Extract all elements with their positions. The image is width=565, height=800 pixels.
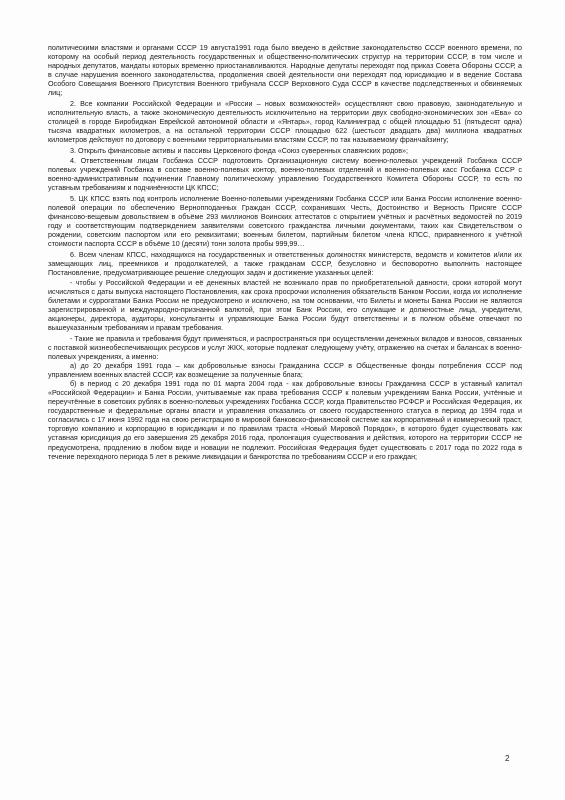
page-number: 2 bbox=[505, 754, 510, 763]
document-body bbox=[48, 44, 522, 462]
paragraph-subitem-b: б) в период с 20 декабря 1991 года по 01 марта 2004 года - как добровольные взносы Гражданина СССР в уставный капитал «Российской Федерации» и Банка России, учитываемые как права требования СССР к полевым учреждениям Банка России, учтённые и переучтённые в советских рублях в военно-полевых учреждениях Госбанка СССР, когда Правительство РСФСР и Российская Федерация, их государственные и федеральные органы власти и управления отказались от своего государственного статуса в период до 1994 года и согласились с 17 июня 1992 года на свою регистрацию в мировой банковско-финансовой системе как корпоративный и коммерческий траст, торговую компанию и корпорацию в юрисдикции и по правилам траста «Новый Мировой Порядок», в которого будет существовать как уставная юрисдикция до его завершения 25 декабря 2016 года, пролонгация существования и действия, которого на территории СССР не предусмотрена, продлению в любом виде и новации не подлежит. Российская Федерация будет существовать с 2017 года по 2022 года в течение переходного периода 5 лет в режиме ликвидации и банкротства по требованиям СССР и его граждан; bbox=[48, 380, 522, 461]
paragraph-item-4: 4. Ответственным лицам Госбанка СССР подготовить Организационную систему военно-полевых учреждений Госбанка СССР полевых учреждений Госбанка в составе военно-полевых контор, военно-полевых отделений и военно-полевых касс Госбанка СССР с военно-административным подчинении Главному политическому управлению Государственного Комитета Обороны СССР, то есть по уставным требованиям и подчинённости ЦК КПСС; bbox=[48, 157, 522, 193]
paragraph-condition-1: - чтобы у Российской Федерации и её денежных властей не возникало прав по приобретательной давности, сроки которой могут исчисляться с даты выпуска настоящего Постановления, как срока просрочки исполнения обязательств Банком России, когда их исполнение билетами и суррогатами Банка России не предусмотрено и исключено, на том основании, что Билеты и монеты Банка России не являются зарегистрированной и международно-признанной валютой, при этом Банк России, его служащие и должностные лица, учредители, акционеры, директора, аудиторы, консультанты и управляющие Банка России будут ответственны и в полном объёме отвечают по вышеуказанным требованиям и правам требования. bbox=[48, 279, 522, 333]
paragraph-item-6: 6. Всем членам КПСС, находящихся на государственных и ответственных должностях министерств, ведомств и комитетов и/или их замещающих лиц, преемников и продолжателей, а также гражданам СССР, безусловно и бесповоротно выполнить настоящее Постановление, предусматривающее решение следующих задач и достижение указанных целей: bbox=[48, 250, 522, 277]
paragraph-item-2: 2. Все компании Российской Федерации и «России – новых возможностей» осуществляют свою правовую, законодательную и исполнительную власть, а также экономическую деятельность исключительно на территории двух свободно-экономических зон «Ева» со столицей в городе Биробиджан Еврейской автономной области и «Янтарь», город Калининград с общей площадью 51 (пятьдесят одна) тысяча квадратных километров, а на остальной территории СССР площадью 622 (шестьсот двадцать два) миллиона квадратных километров действуют по договору с военными территориальными властями СССР, по так называемому франчайзингу; bbox=[48, 99, 522, 144]
paragraph-item-5: 5. ЦК КПСС взять под контроль исполнение Военно-полевыми учреждениями Госбанка СССР или Банка России исполнение военно-полевой операции по обеспечению Вернопподанных Граждан СССР, сохранивших Честь, Достоинство и Верность Присяге СССР финансово-вещевым довольствием в объёме 293 миллионов Воинских аттестатов с открытием учётных и расчётных ведомостей по 2019 году и соответствующим подтверждением заявителями советского гражданства личными документами, таких как Свидетельством о рождении, советским паспортом или его реквизитами; военным билетом, партийным билетом члена КПСС, приравненного к учётной стоимости паспорта СССР в объёме 10 (десяти) тонн золота пробы 999,99… bbox=[48, 194, 522, 248]
paragraph-item-3: 3. Открыть финансовые активы и пассивы Церковного фонда «Союз суверенных славянских родов»; bbox=[70, 146, 409, 155]
paragraph-intro: политическими властями и органами СССР 19 августа1991 года было введено в действие законодательство СССР военного времени, по которому на особый период деятельность государственных и общественно-политических структур на территории СССР, в том числе и народных депутатов, мандаты которых временно приостанавливаются. Народные депутаты переходят под приказ Совета Обороны СССР, а в случае нарушения военного законодательства, продолжения своей деятельности они переходят под юрисдикцию и в ведение Состава Особого Совещания Военного Присутствия Военного трибунала СССР Верховного Суда СССР в качестве подследственных и обвиняемых лиц; bbox=[48, 44, 522, 98]
paragraph-subitem-a: а) до 20 декабря 1991 года – как добровольные взносы Гражданина СССР в Общественные фонды потребления СССР под управлением военных властей СССР, как возмещение за полученные блага; bbox=[48, 362, 522, 380]
paragraph-condition-2: - Такие же правила и требования будут применяться, и распространяться при осуществлении денежных вкладов и взносов, связанных с поставкой жизнеобеспечивающих ресурсов и услуг ЖКХ, которые подлежат следующему учёту, отражению на счетах и балансах в военно-полевых учреждениях, а именно: bbox=[48, 334, 522, 362]
